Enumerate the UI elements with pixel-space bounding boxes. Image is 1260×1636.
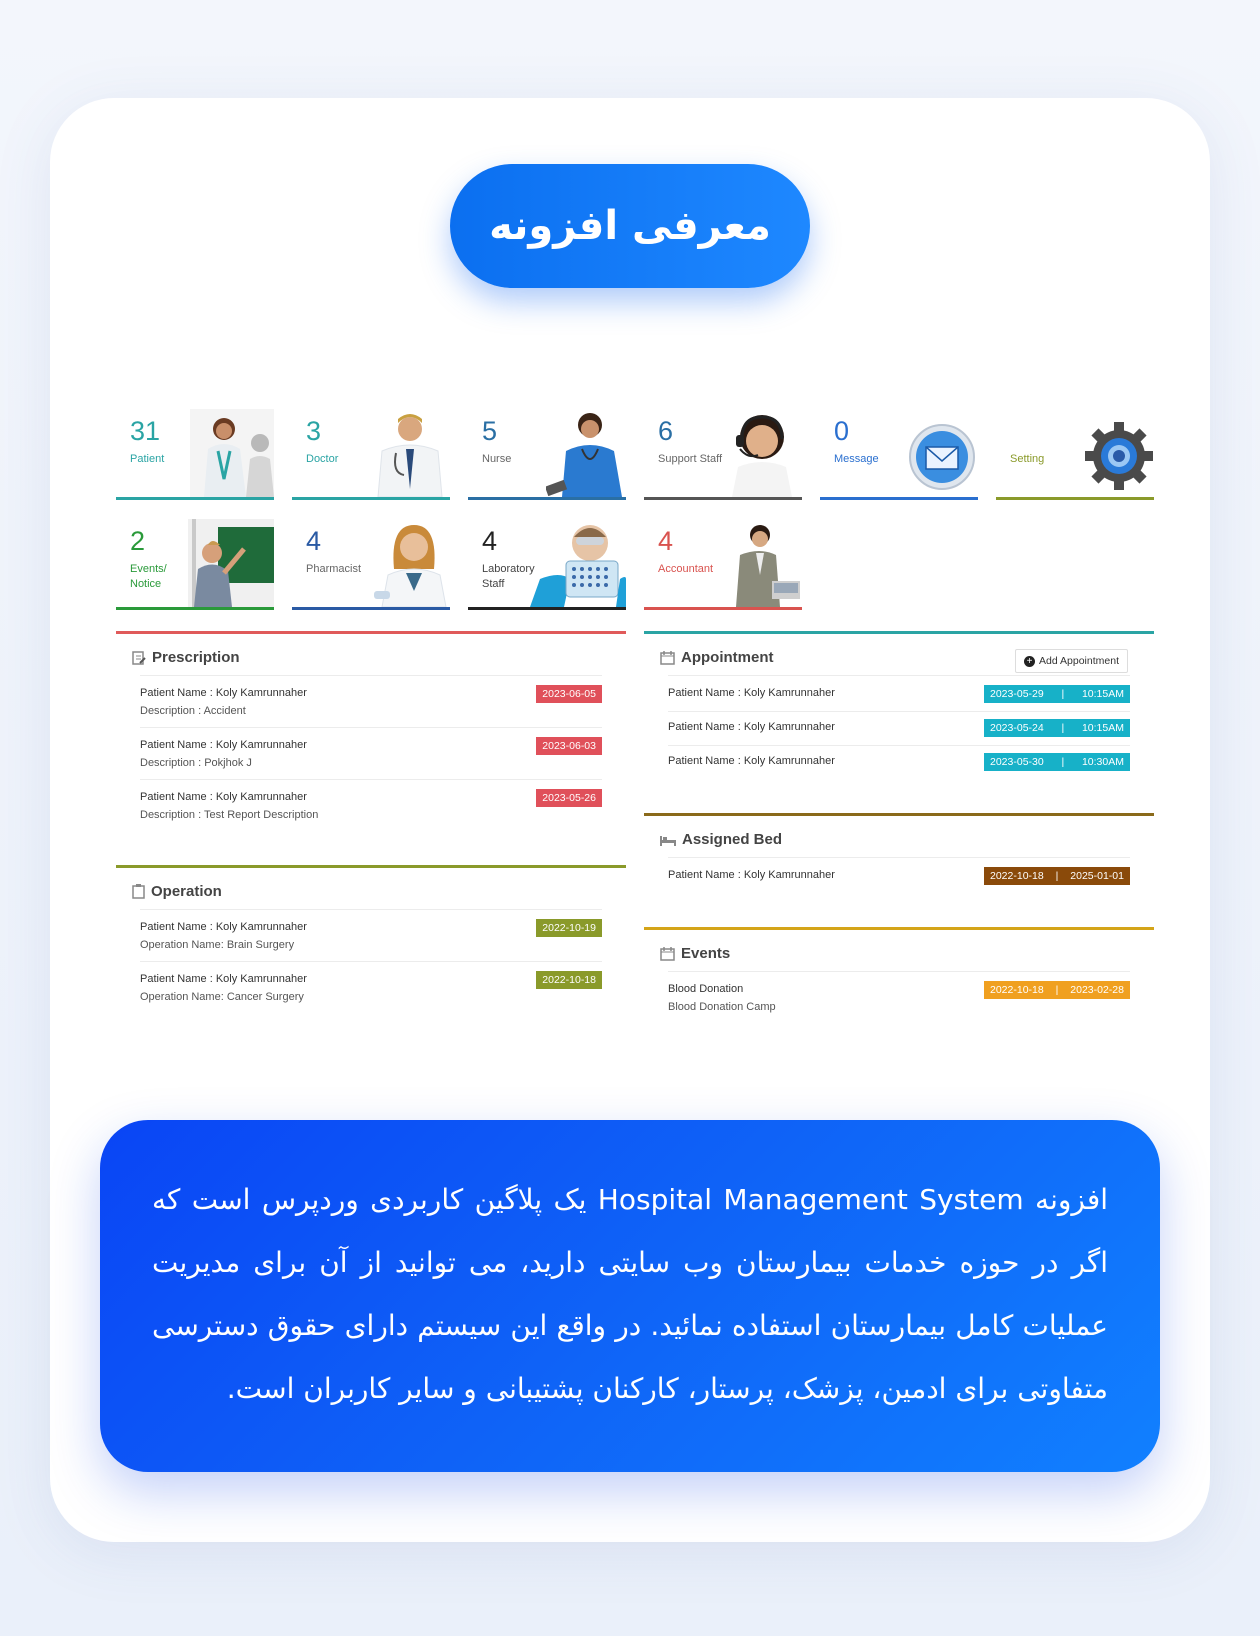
stat-tile-support-staff[interactable] <box>644 408 802 500</box>
prescription-patient-name: Patient Name : Koly Kamrunnaher <box>140 791 307 803</box>
panel-header <box>132 883 222 900</box>
divider <box>140 727 602 728</box>
bed-icon <box>660 834 676 846</box>
appointment-date: 2023-05-24 <box>990 722 1044 734</box>
stat-label: Setting <box>1010 453 1045 465</box>
bed-date-range-badge <box>984 867 1130 885</box>
bed-to-date: 2025-01-01 <box>1070 870 1124 882</box>
appointment-datetime-badge <box>984 719 1130 737</box>
bed-from-date: 2022-10-18 <box>990 870 1044 882</box>
operation-patient-name: Patient Name : Koly Kamrunnaher <box>140 973 307 985</box>
divider <box>668 675 1130 676</box>
prescription-panel <box>116 631 626 841</box>
stat-tile-message[interactable] <box>820 408 978 500</box>
divider <box>668 857 1130 858</box>
pharmacist-photo <box>370 519 450 607</box>
panel-header <box>660 945 730 962</box>
add-appointment-label: Add Appointment <box>1039 655 1119 667</box>
stat-count: 4 <box>306 526 322 556</box>
panel-title: Assigned Bed <box>682 831 783 848</box>
support-staff-photo <box>718 409 802 497</box>
stat-tile-doctor[interactable] <box>292 408 450 500</box>
appointment-patient-name: Patient Name : Koly Kamrunnaher <box>668 687 835 699</box>
stat-tile-nurse[interactable] <box>468 408 626 500</box>
prescription-date-badge: 2023-06-03 <box>536 737 602 755</box>
appointment-date: 2023-05-30 <box>990 756 1044 768</box>
appointment-date: 2023-05-29 <box>990 688 1044 700</box>
operation-date-badge: 2022-10-18 <box>536 971 602 989</box>
lab-staff-photo <box>530 519 626 607</box>
panel-accent-bar <box>644 813 1154 816</box>
appointment-patient-name: Patient Name : Koly Kamrunnaher <box>668 755 835 767</box>
plugin-description: افزونه Hospital Management System یک پلاگین کاربردی وردپرس است که اگر در حوزه خدمات بیمارستان وب سایتی دارید، می توانید از آن برای مدیریت عملیات کامل بیمارستان استفاده نمائید. در واقع این سیستم دارای حقوق دسترسی متفاوتی برای ادمین، پزشک، پرستار، کارکنان پشتیبانی و سایر کاربران است. <box>100 1120 1160 1472</box>
event-date-range-badge <box>984 981 1130 999</box>
prescription-description: Description : Accident <box>140 705 246 717</box>
appointment-patient-name: Patient Name : Koly Kamrunnaher <box>668 721 835 733</box>
stat-count: 0 <box>834 416 850 446</box>
gear-icon <box>1084 421 1154 491</box>
panel-title: Events <box>681 945 731 962</box>
panel-accent-bar <box>644 631 1154 634</box>
events-panel <box>644 927 1154 1027</box>
stat-label: Doctor <box>306 453 339 465</box>
accountant-photo <box>722 519 802 607</box>
stat-tile-setting[interactable] <box>996 408 1154 500</box>
operation-name: Operation Name: Cancer Surgery <box>140 991 304 1003</box>
divider <box>140 909 602 910</box>
badge-separator: | <box>1055 870 1059 882</box>
appointment-panel <box>644 631 1154 781</box>
nurse-photo <box>546 409 626 497</box>
divider <box>668 711 1130 712</box>
clipboard-icon <box>132 884 145 899</box>
stat-label: Message <box>834 453 879 465</box>
divider <box>668 971 1130 972</box>
patient-photo <box>190 409 274 497</box>
prescription-patient-name: Patient Name : Koly Kamrunnaher <box>140 739 307 751</box>
stat-count: 4 <box>658 526 674 556</box>
panel-title: Appointment <box>681 649 774 666</box>
add-appointment-button[interactable] <box>1015 649 1128 673</box>
event-description: Blood Donation Camp <box>668 1001 776 1013</box>
stat-label: Pharmacist <box>306 563 362 575</box>
stat-count: 31 <box>130 416 161 446</box>
prescription-icon <box>132 651 146 665</box>
stat-count: 4 <box>482 526 498 556</box>
badge-separator: | <box>1061 688 1065 700</box>
operation-patient-name: Patient Name : Koly Kamrunnaher <box>140 921 307 933</box>
stat-label: Accountant <box>658 563 714 575</box>
panel-title: Operation <box>151 883 222 900</box>
envelope-icon <box>908 421 978 493</box>
calendar-icon <box>660 651 675 665</box>
divider <box>140 675 602 676</box>
stat-label: Nurse <box>482 453 512 465</box>
prescription-description: Description : Pokjhok J <box>140 757 252 769</box>
prescription-patient-name: Patient Name : Koly Kamrunnaher <box>140 687 307 699</box>
stat-tile-pharmacist[interactable] <box>292 518 450 610</box>
appointment-time: 10:30AM <box>1081 756 1124 768</box>
calendar-icon <box>660 947 675 961</box>
panel-title: Prescription <box>152 649 240 666</box>
appointment-time: 10:15AM <box>1081 688 1124 700</box>
appointment-time: 10:15AM <box>1081 722 1124 734</box>
stat-count: 5 <box>482 416 498 446</box>
divider <box>140 779 602 780</box>
event-name: Blood Donation <box>668 983 744 995</box>
stat-count: 6 <box>658 416 674 446</box>
operation-date-badge: 2022-10-19 <box>536 919 602 937</box>
event-to-date: 2023-02-28 <box>1070 984 1124 996</box>
panel-header <box>660 649 773 666</box>
plus-icon: + <box>1024 656 1035 667</box>
prescription-date-badge: 2023-05-26 <box>536 789 602 807</box>
panel-accent-bar <box>644 927 1154 930</box>
operation-panel <box>116 865 626 1015</box>
stat-count: 2 <box>130 526 146 556</box>
stat-label: Support Staff <box>658 453 723 465</box>
badge-separator: | <box>1061 756 1065 768</box>
events-photo <box>188 519 274 607</box>
badge-separator: | <box>1061 722 1065 734</box>
prescription-date-badge: 2023-06-05 <box>536 685 602 703</box>
assigned-bed-panel <box>644 813 1154 897</box>
page-title: معرفی افزونه <box>450 164 810 288</box>
appointment-datetime-badge <box>984 685 1130 703</box>
stat-label: Events/ Notice <box>130 563 167 590</box>
operation-name: Operation Name: Brain Surgery <box>140 939 295 951</box>
doctor-photo <box>370 409 450 497</box>
stat-tile-laboratory-staff[interactable] <box>468 518 626 610</box>
panel-header <box>660 831 782 848</box>
panel-header <box>132 649 240 666</box>
event-from-date: 2022-10-18 <box>990 984 1044 996</box>
stat-label: Patient <box>130 453 165 465</box>
badge-separator: | <box>1055 984 1059 996</box>
divider <box>140 961 602 962</box>
panel-accent-bar <box>116 865 626 868</box>
stat-tile-patient[interactable] <box>116 408 274 500</box>
appointment-datetime-badge <box>984 753 1130 771</box>
stat-tile-accountant[interactable] <box>644 518 802 610</box>
bed-patient-name: Patient Name : Koly Kamrunnaher <box>668 869 835 881</box>
stat-tile-events-notice[interactable] <box>116 518 274 610</box>
panel-accent-bar <box>116 631 626 634</box>
divider <box>668 745 1130 746</box>
stat-label: Laboratory Staff <box>482 563 535 590</box>
prescription-description: Description : Test Report Description <box>140 809 319 821</box>
stat-count: 3 <box>306 416 322 446</box>
